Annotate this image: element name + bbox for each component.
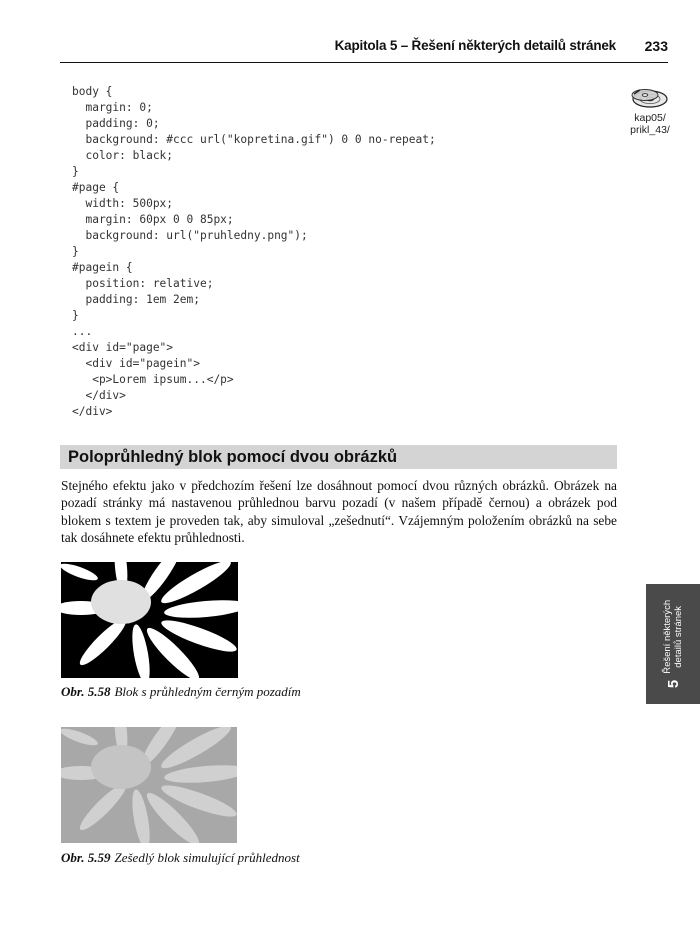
daisy-image: [61, 562, 238, 678]
figure-black-background: [61, 562, 238, 678]
code-line: </div>: [72, 389, 126, 402]
code-line: color: black;: [72, 149, 174, 162]
code-line: ...: [72, 325, 93, 338]
figure-caption-text: Zešedlý blok simulující průhlednost: [114, 850, 300, 865]
code-listing: [72, 84, 436, 420]
code-line: }: [72, 245, 79, 258]
code-line: position: relative;: [72, 277, 214, 290]
figure-caption-text: Blok s průhledným černým pozadím: [114, 684, 301, 699]
figure-number: Obr. 5.59: [61, 850, 111, 865]
code-line: margin: 0;: [72, 101, 153, 114]
section-heading: Poloprůhledný blok pomocí dvou obrázků: [60, 445, 617, 469]
code-line: background: #ccc url("kopretina.gif") 0 0 no-repeat;: [72, 133, 436, 146]
code-line: padding: 0;: [72, 117, 160, 130]
body-paragraph: Stejného efektu jako v předchozím řešení lze dosáhnout pomocí dvou různých obrázků. Obrázek na pozadí stránky má nastavenou průhlednou barvu pozadí (v našem případě černou) a obrázek pod blokem s textem je proveden tak, aby simuloval „zešednutí“. Vzájemným položením obrázků na sebe tak dosáhnete efektu průhlednosti.: [61, 478, 617, 546]
chapter-tab-line: Řešení některých: [662, 599, 673, 674]
code-line: body {: [72, 85, 113, 98]
figure-caption: [61, 684, 301, 700]
file-path-line: kap05/: [634, 112, 666, 124]
code-line: padding: 1em 2em;: [72, 293, 200, 306]
code-line: <p>Lorem ipsum...</p>: [72, 373, 234, 386]
figure-caption: [61, 850, 300, 866]
chapter-thumb-tab: [646, 584, 700, 704]
page-number: 233: [644, 38, 668, 54]
chapter-tab-line: detailů stránek: [673, 605, 684, 668]
code-line: background: url("pruhledny.png");: [72, 229, 308, 242]
cd-icon: [630, 86, 670, 110]
code-line: <div id="page">: [72, 341, 174, 354]
code-line: </div>: [72, 405, 113, 418]
margin-file-reference: [614, 86, 686, 136]
code-line: <div id="pagein">: [72, 357, 200, 370]
code-line: margin: 60px 0 0 85px;: [72, 213, 234, 226]
page-header: [60, 38, 668, 63]
code-line: }: [72, 165, 79, 178]
code-line: #pagein {: [72, 261, 133, 274]
code-line: #page {: [72, 181, 120, 194]
code-line: width: 500px;: [72, 197, 174, 210]
daisy-image-faded: [61, 727, 237, 843]
code-line: }: [72, 309, 79, 322]
figure-number: Obr. 5.58: [61, 684, 111, 699]
figure-gray-background: [61, 727, 237, 843]
chapter-title: Kapitola 5 – Řešení některých detailů stránek: [334, 38, 616, 53]
chapter-tab-number: 5: [664, 679, 682, 689]
file-path-line: prikl_43/: [630, 124, 670, 136]
